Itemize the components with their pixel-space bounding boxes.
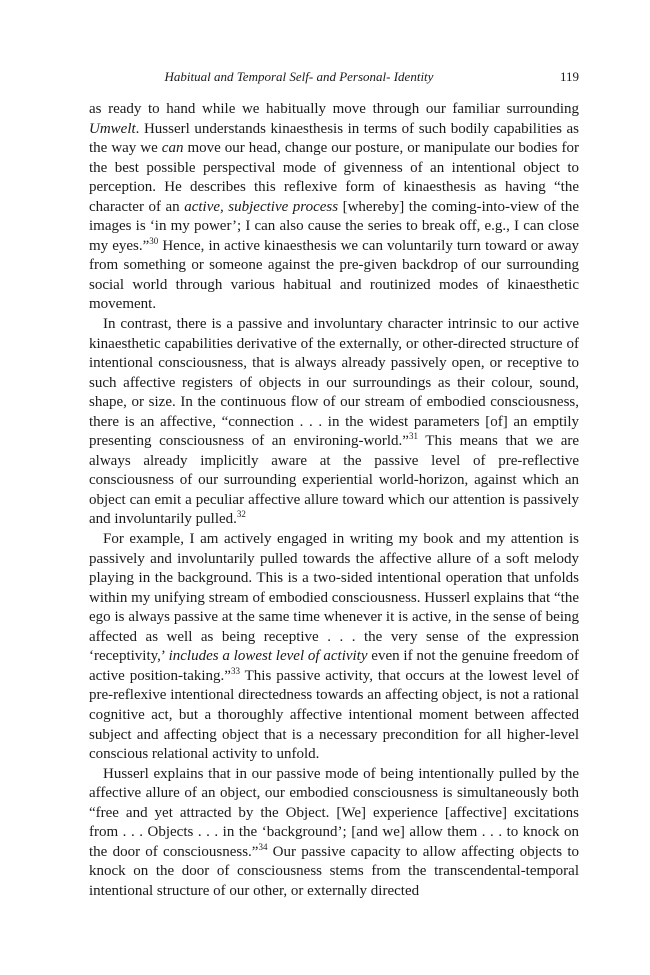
- text-run: as ready to hand while we habitually move through our familiar surrounding: [89, 101, 579, 117]
- footnote-ref: 31: [408, 431, 418, 442]
- paragraph-2: [89, 315, 579, 530]
- text-run: move our head, change our posture, or manipulate our bodies for the best possible perspectival mode of givenness of an intentional object to perception. He describes this reflexive form of kinaesthesis as having “the character of an: [89, 140, 579, 215]
- paragraph-4: [89, 765, 579, 902]
- italic-text: includes a lowest level of activity: [168, 648, 368, 665]
- running-header: [89, 66, 579, 88]
- text-run: In contrast, there is a passive and involuntary character intrinsic to our active kinaesthetic capabilities derivative of the externally, or other-directed structure of intentional consciousness, that is always already passively open, or receptive to such affective registers of objects in our surroundings as their colour, sound, shape, or size. In the continuous flow of our stream of embodied consciousness, there is an affective, “connection . . . in the widest parameters [of] an emptily presenting consciousness of an environing-world.”: [89, 316, 579, 450]
- text-run: even if not the genuine freedom of active position-taking.”: [89, 648, 579, 684]
- italic-text: Umwelt: [89, 120, 136, 137]
- text-run: [whereby] the coming-into-view of the images is ‘in my power’; I can also cause the series to break off, e.g., I can close my eyes.”: [89, 198, 579, 254]
- text-run: Hence, in active kinaesthesis we can voluntarily turn toward or away from something or someone against the pre-given backdrop of our surrounding social world through various habitual and routinized modes of kinaesthetic movement.: [89, 237, 580, 313]
- text-run: This passive activity, that occurs at the lowest level of pre-reflexive intentional directedness towards an affecting object, is not a rational cognitive act, but a thoroughly affective intentional moment between affected subject and affecting object that is a necessary precondition for all higher-level conscious relational activity to unfold.: [89, 667, 580, 763]
- running-title: Habitual and Temporal Self- and Personal- Identity: [164, 69, 434, 84]
- text-run: Our passive capacity to allow affecting objects to knock on the door of consciousness stems from the transcendental-temporal intentional structure of our other, or externally directed: [89, 843, 579, 899]
- page-number: 119: [559, 69, 579, 84]
- footnote-ref: 32: [236, 509, 246, 520]
- book-page: [89, 66, 579, 901]
- text-run: This means that we are always already implicitly aware at the passive level of pre-reflective consciousness of our surrounding experiential world-horizon, against which an object can emit a peculiar affective allure toward which our attention is passively and involuntarily pulled.: [89, 433, 580, 528]
- footnote-ref: 30: [149, 235, 159, 246]
- body-text: [89, 100, 579, 901]
- italic-text: can: [161, 140, 184, 157]
- paragraph-1: [89, 100, 579, 315]
- text-run: For example, I am actively engaged in writing my book and my attention is passively and involuntarily pulled towards the affective allure of a soft melody playing in the background. This is a two-sided intentional operation that unfolds within my unifying stream of embodied consciousness. Husserl explains that “the ego is always passive at the same time whenever it is active, in the sense of being affected as well as being receptive . . . the very sense of the expression ‘receptivity,’: [89, 531, 579, 665]
- footnote-ref: 34: [258, 841, 268, 852]
- text-run: . Husserl understands kinaesthesis in terms of such bodily capabilities as the way we: [89, 120, 579, 157]
- paragraph-3: [89, 530, 579, 765]
- footnote-ref: 33: [230, 665, 240, 676]
- text-run: Husserl explains that in our passive mode of being intentionally pulled by the affective allure of an object, our embodied consciousness is simultaneously both “free and yet attracted by the Object. [We] experience [affective] excitations from . . . Objects . . . in the ‘background’; [and we] allow them . . . to knock on the door of consciousness.”: [89, 765, 579, 860]
- italic-text: active, subjective process: [184, 198, 339, 215]
